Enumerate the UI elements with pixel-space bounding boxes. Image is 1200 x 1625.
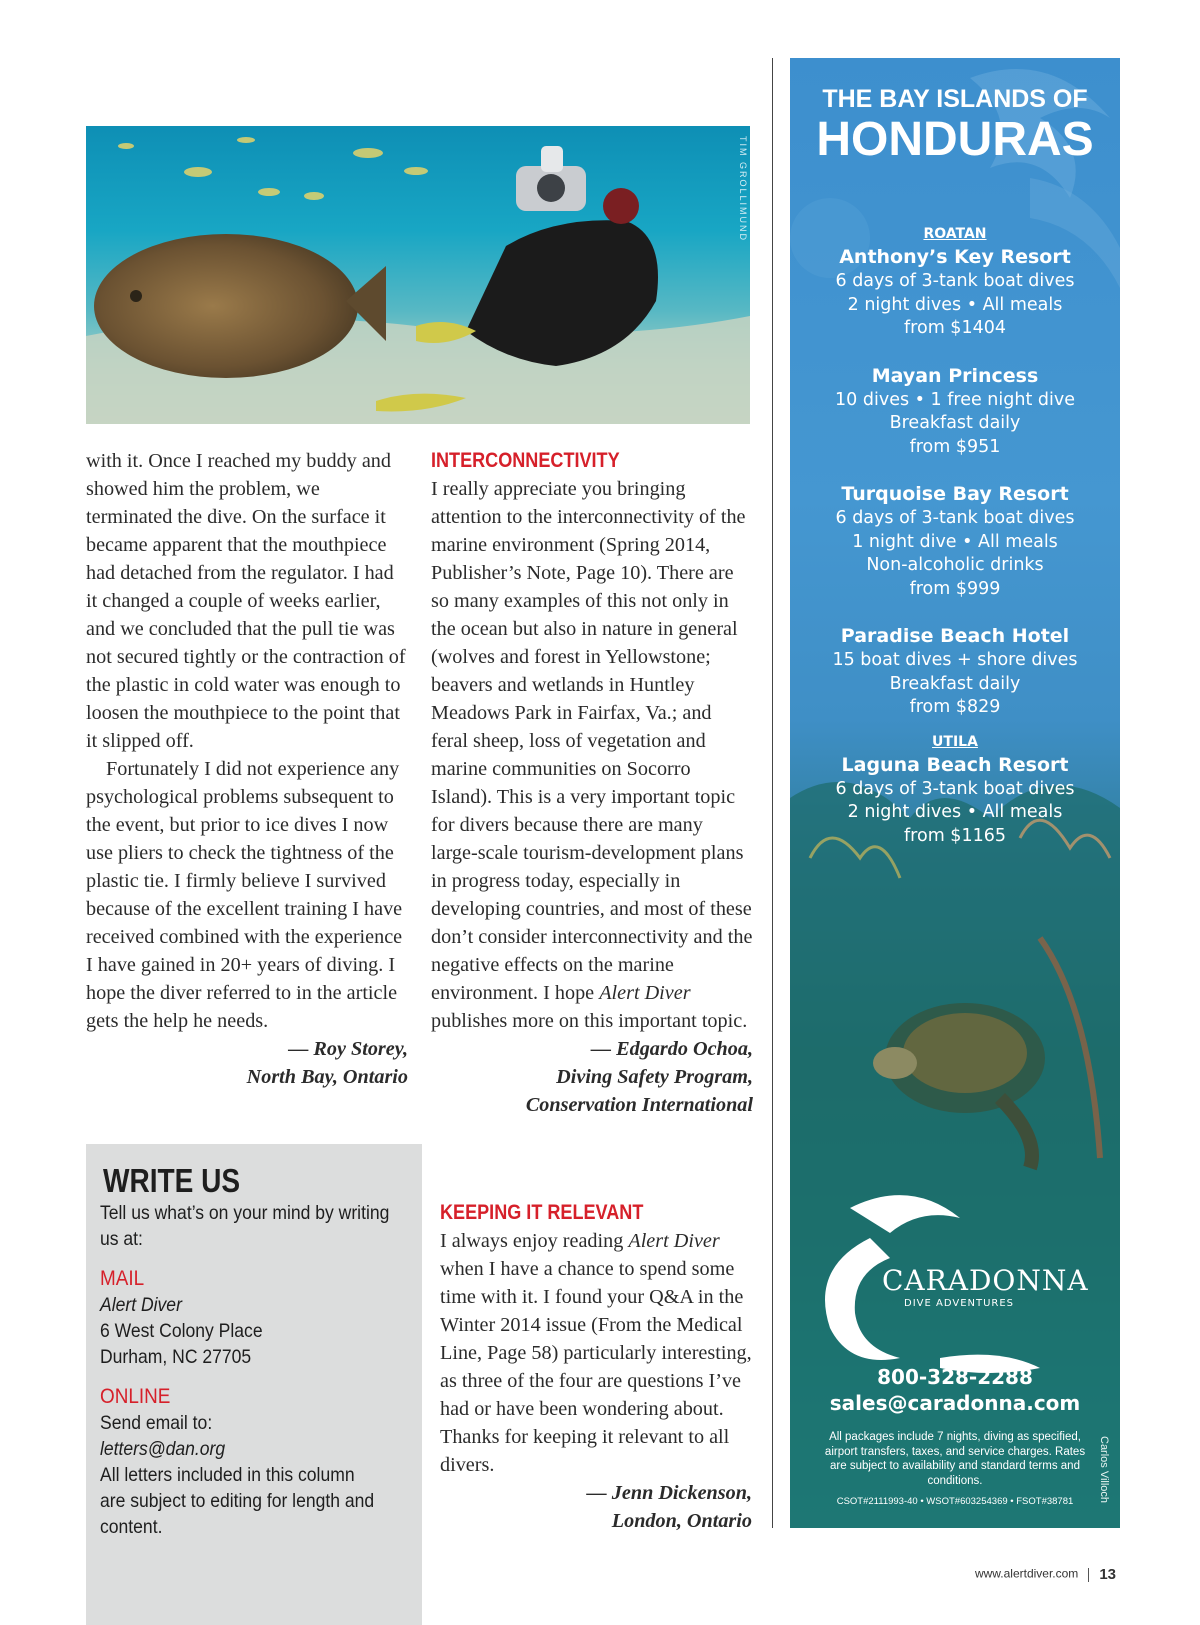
ad-email[interactable]: sales@caradonna.com <box>829 1391 1081 1415</box>
resort-mayan-princess <box>790 363 1120 460</box>
resort-turquoise-bay <box>790 481 1120 601</box>
resort-price: from $1165 <box>904 825 1006 846</box>
letter-signature-location: North Bay, Ontario <box>246 1066 408 1088</box>
grouper-diver-photo <box>86 126 750 424</box>
resort-detail: 10 dives • 1 free night dive <box>835 389 1075 410</box>
magazine-title: Alert Diver <box>599 982 691 1004</box>
mail-city: Durham, NC 27705 <box>100 1346 252 1368</box>
footer-separator <box>1088 1568 1089 1582</box>
resort-name: Anthony’s Key Resort <box>839 246 1071 268</box>
page-number: 13 <box>1099 1566 1116 1583</box>
letter-heading: INTERCONNECTIVITY <box>431 449 620 472</box>
online-intro: Send email to: <box>100 1412 213 1434</box>
resort-name: Paradise Beach Hotel <box>840 625 1070 647</box>
ad-title-line1: THE BAY ISLANDS OF <box>822 85 1088 113</box>
mail-street: 6 West Colony Place <box>100 1320 263 1342</box>
letter-body: I really appreciate you bringing attention to the interconnectivity of the marine environment (Spring 2014, Publisher’s Note, Page 10). There are so many examples of this not only in the ocean but also in nature in general (wolves and forest in Yellowstone; beavers and wetlands in Huntley Meadows Park in Fairfax, Va.; and feral sheep, loss of vegetation and marine communities on Socorro Island). This is a very important topic for divers because there are many large-scale tourism-development plans in progress today, especially in developing countries, and most of these don’t consider interconnectivity and the negative effects on the marine environment. I hope Alert Diver publishes more on this important topic. <box>431 478 753 1032</box>
region-utila: UTILA <box>932 733 978 750</box>
write-us-intro: us at: <box>100 1228 143 1250</box>
column-divider <box>772 58 773 1528</box>
ad-title-line2: HONDURAS <box>816 113 1094 166</box>
footer-url[interactable]: www.alertdiver.com <box>974 1566 1079 1581</box>
resort-price: from $829 <box>909 697 1001 717</box>
write-us-title: WRITE US <box>103 1162 241 1199</box>
mail-name: Alert Diver <box>100 1294 182 1316</box>
editing-note: content. <box>100 1516 163 1538</box>
letter-interconnectivity <box>431 447 753 1119</box>
write-us-box <box>86 1144 422 1625</box>
editing-note: All letters included in this column <box>100 1464 355 1486</box>
editing-note: are subject to editing for length and <box>100 1490 375 1512</box>
resort-name: Turquoise Bay Resort <box>841 483 1069 505</box>
letter-column-1 <box>86 447 408 1091</box>
resort-detail: 1 night dive • All meals <box>852 531 1058 552</box>
letter-signature-org: Diving Safety Program, <box>556 1066 753 1088</box>
letter-signature-location: London, Ontario <box>611 1510 752 1532</box>
letter-signature: — Jenn Dickenson, <box>586 1482 752 1504</box>
resort-detail: Breakfast daily <box>889 673 1021 694</box>
resort-price: from $999 <box>909 578 1001 599</box>
ad-phone[interactable]: 800-328-2288 <box>877 1365 1033 1389</box>
resort-detail: 6 days of 3-tank boat dives <box>835 508 1075 528</box>
ad-registrations: CSOT#2111993-40 • WSOT#603254369 • FSOT#38781 <box>836 1496 1074 1507</box>
resort-name: Laguna Beach Resort <box>841 753 1069 776</box>
resort-detail: 15 boat dives + shore dives <box>832 650 1078 670</box>
resort-detail: 2 night dives • All meals <box>847 294 1063 315</box>
underwater-scene-illustration <box>86 126 750 424</box>
letter-signature-org: Conservation International <box>525 1094 753 1116</box>
ad-photo-credit: Carlos Villoch <box>1098 1436 1110 1504</box>
letter-paragraph: with it. Once I reached my buddy and showed him the problem, we terminated the dive. On the surface it became apparent that the mouthpiece had detached from the regulator. I had it changed a couple of weeks earlier, and we concluded that the pull tie was not secured tightly or the contraction of the plastic in cold water was enough to loosen the mouthpiece to the point that it slipped off. <box>86 450 406 752</box>
caradonna-advertisement <box>790 58 1120 1528</box>
resort-detail: Breakfast daily <box>889 413 1021 433</box>
region-roatan: ROATAN <box>923 226 987 242</box>
resort-price: from $1404 <box>904 318 1006 338</box>
letter-body: I always enjoy reading Alert Diver when I have a chance to spend some time with it. I found your Q&A in the Winter 2014 issue (From the Medical Line, Page 58) particularly interesting, as three of the four are questions I’ve had or have been wondering about. Thanks for keeping it relevant to all divers. <box>440 1230 752 1476</box>
mail-label: MAIL <box>100 1267 145 1290</box>
resort-price: from $951 <box>909 436 1001 457</box>
resort-name: Mayan Princess <box>871 364 1039 387</box>
online-label: ONLINE <box>100 1385 171 1408</box>
write-us-intro: Tell us what’s on your mind by writing <box>100 1202 390 1224</box>
resort-paradise-beach <box>790 623 1120 720</box>
caradonna-logo-sub: DIVE ADVENTURES <box>904 1298 1015 1309</box>
resort-detail: 2 night dives • All meals <box>847 802 1063 822</box>
page-footer <box>975 1566 1116 1583</box>
resort-anthonys-key <box>790 244 1120 341</box>
letter-signature: — Roy Storey, <box>288 1038 408 1060</box>
photo-credit: TIM GROLLIMUND <box>738 136 748 243</box>
letter-signature: — Edgardo Ochoa, <box>590 1038 753 1060</box>
resort-detail: Non-alcoholic drinks <box>866 555 1044 575</box>
letter-paragraph: Fortunately I did not experience any psychological problems subsequent to the event, but prior to ice dives I now use pliers to check the tightness of the plastic tie. I firmly believe I survived because of the excellent training I have received combined with the experience I have gained in 20+ years of diving. I hope the diver referred to in the article gets the help he needs. <box>86 758 403 1032</box>
magazine-title: Alert Diver <box>628 1230 720 1252</box>
resort-detail: 6 days of 3-tank boat dives <box>835 778 1075 799</box>
resort-laguna-beach <box>790 752 1120 849</box>
caradonna-logo-name: CARADONNA <box>882 1264 1089 1297</box>
letter-keeping-relevant <box>440 1199 752 1535</box>
letter-heading: KEEPING IT RELEVANT <box>440 1201 644 1224</box>
resort-detail: 6 days of 3-tank boat dives <box>835 271 1075 291</box>
ad-fine-print: All packages include 7 nights, diving as specified, airport transfers, taxes, and service charges. Rates are subject to availability and standard terms and conditions. <box>824 1431 1086 1487</box>
letters-email-link[interactable]: letters@dan.org <box>100 1438 226 1460</box>
